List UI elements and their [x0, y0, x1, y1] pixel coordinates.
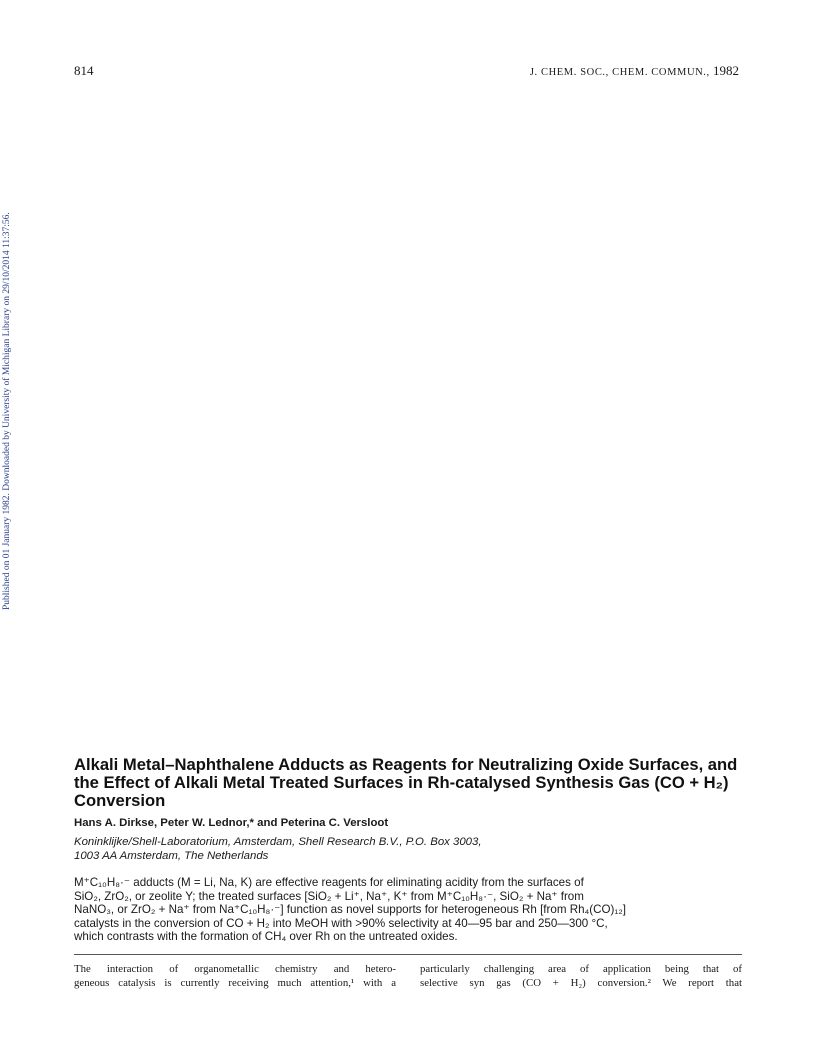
body-line: geneous catalysis is currently receiving much attention,¹ with a [74, 977, 396, 989]
body-line: particularly challenging area of application being that of [420, 963, 742, 975]
section-divider [74, 954, 742, 955]
affiliation-line-2: 1003 AA Amsterdam, The Netherlands [74, 849, 269, 862]
abstract-line-3: NaNO₃, or ZrO₂ + Na⁺ from Na⁺C₁₀H₈·⁻] function as novel supports for heterogeneous Rh [from Rh₄(CO)₁₂] [74, 903, 627, 917]
body-line: The interaction of organometallic chemistry and hetero- [74, 963, 396, 975]
abstract-line-5: which contrasts with the formation of CH₄ over Rh on the untreated oxides. [74, 930, 458, 944]
affiliation-line-1: Koninklijke/Shell-Laboratorium, Amsterdam, Shell Research B.V., P.O. Box 3003, [74, 836, 482, 848]
running-head [530, 63, 739, 79]
journal-name: J. CHEM. SOC., CHEM. COMMUN., [529, 67, 710, 78]
abstract-line-4: catalysts in the conversion of CO + H₂ into MeOH with >90% selectivity at 40—95 bar and 250—300 °C, [74, 916, 608, 930]
download-notice: Published on 01 January 1982. Downloaded by University of Michigan Library on 29/10/2014 11:37:56. [2, 212, 12, 610]
body-line: selective syn gas (CO + H₂) conversion.² We report that [420, 977, 742, 989]
body-column-right [420, 962, 742, 990]
abstract [74, 876, 754, 944]
article-authors: Hans A. Dirkse, Peter W. Lednor,* and Peterina C. Versloot [74, 817, 389, 829]
page-number: 814 [74, 63, 94, 78]
abstract-line-1: M⁺C₁₀H₈·⁻ adducts (M = Li, Na, K) are effective reagents for eliminating acidity from the surfaces of [74, 876, 584, 889]
article-title: Alkali Metal–Naphthalene Adducts as Reagents for Neutralizing Oxide Surfaces, and the Effect of Alkali Metal Treated Surfaces in Rh-catalysed Synthesis Gas (CO + H₂) Conversion [74, 755, 738, 810]
abstract-line-2: SiO₂, ZrO₂, or zeolite Y; the treated surfaces [SiO₂ + Li⁺, Na⁺, K⁺ from M⁺C₁₀H₈·⁻, SiO₂ + Na⁺ from [74, 889, 584, 903]
journal-year: 1982 [713, 63, 739, 78]
body-column-left [74, 962, 396, 990]
author-affiliation [74, 836, 482, 863]
